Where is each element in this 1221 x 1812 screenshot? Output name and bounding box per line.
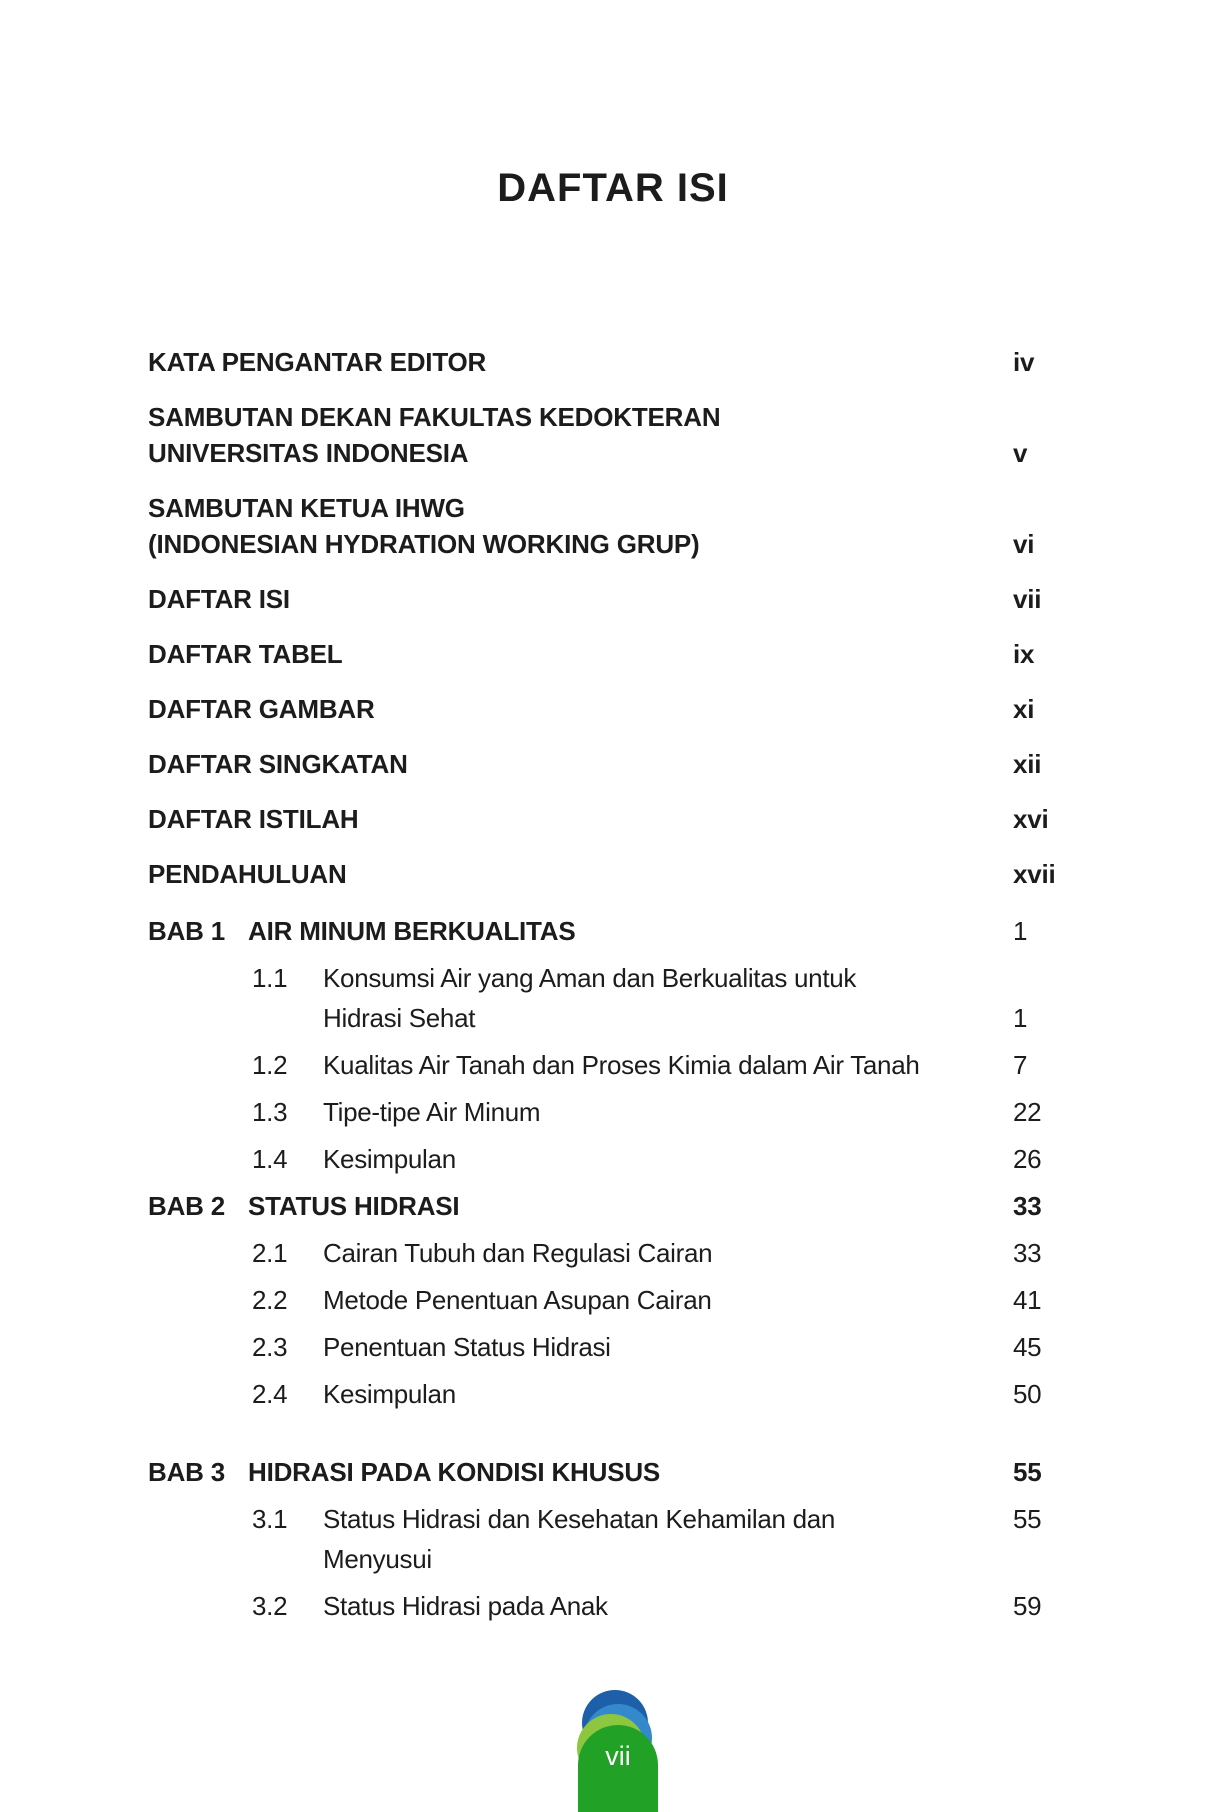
page-number: ix xyxy=(1013,639,1035,669)
section-number: 1.3 xyxy=(252,1097,288,1127)
chapter-label: BAB 3 xyxy=(148,1457,226,1487)
section-line xyxy=(323,1233,1108,1273)
section-number: 3.2 xyxy=(252,1591,288,1621)
page-number: 1 xyxy=(1013,916,1028,946)
page-number: 1 xyxy=(1013,1003,1028,1033)
section-title: Kesimpulan xyxy=(323,1379,456,1409)
section-title: Penentuan Status Hidrasi xyxy=(323,1332,611,1362)
section-title: Konsumsi Air yang Aman dan Berkualitas untuk xyxy=(323,963,857,993)
toc-entry-line xyxy=(148,801,1108,837)
page-number: xi xyxy=(1013,694,1035,724)
toc-entry-label: SAMBUTAN DEKAN FAKULTAS KEDOKTERAN xyxy=(148,402,721,432)
toc-entry-line xyxy=(148,526,1108,562)
section-lines xyxy=(323,1233,1108,1273)
section-lines xyxy=(323,1499,1108,1579)
chapter-heading xyxy=(148,911,1108,951)
section-entry xyxy=(148,1092,1108,1132)
section-line xyxy=(323,1499,1108,1539)
page-number: 41 xyxy=(1013,1285,1042,1315)
page-number: 33 xyxy=(1013,1191,1042,1221)
chapter-title: STATUS HIDRASI xyxy=(248,1191,460,1221)
footer-page-number: vii xyxy=(605,1741,631,1771)
toc-entry-line xyxy=(148,691,1108,727)
toc-entry-label: DAFTAR ISTILAH xyxy=(148,804,359,834)
toc-entry xyxy=(148,399,1108,471)
section-title: Hidrasi Sehat xyxy=(323,1003,476,1033)
section-number: 2.4 xyxy=(252,1379,288,1409)
toc-entry-label: DAFTAR TABEL xyxy=(148,639,343,669)
toc-entry xyxy=(148,856,1108,892)
toc-entry-line xyxy=(148,856,1108,892)
chapter-list xyxy=(148,911,1108,1626)
section-line xyxy=(323,1045,1108,1085)
section-title: Status Hidrasi pada Anak xyxy=(323,1591,608,1621)
chapter-label: BAB 2 xyxy=(148,1191,226,1221)
page-number: 55 xyxy=(1013,1457,1042,1487)
section-entry xyxy=(148,1280,1108,1320)
section-lines xyxy=(323,1139,1108,1179)
section-line xyxy=(323,998,1108,1038)
page-number: vi xyxy=(1013,529,1035,559)
section-entry xyxy=(148,1327,1108,1367)
section-entry xyxy=(148,958,1108,1038)
chapter-heading xyxy=(148,1186,1108,1226)
section-title: Kualitas Air Tanah dan Proses Kimia dalam Air Tanah xyxy=(323,1050,920,1080)
toc-entry-label: DAFTAR ISI xyxy=(148,584,290,614)
toc-entry xyxy=(148,581,1108,617)
toc-entry xyxy=(148,801,1108,837)
page-number: xvii xyxy=(1013,859,1056,889)
toc-entry-label: PENDAHULUAN xyxy=(148,859,347,889)
section-entry xyxy=(148,1233,1108,1273)
toc-entry-line xyxy=(148,581,1108,617)
page-number: 59 xyxy=(1013,1591,1042,1621)
toc-entry-line xyxy=(148,490,1108,526)
section-title: Kesimpulan xyxy=(323,1144,456,1174)
section-entry xyxy=(148,1045,1108,1085)
section-line xyxy=(323,1374,1108,1414)
section-lines xyxy=(323,1045,1108,1085)
section-entry xyxy=(148,1374,1108,1414)
page-number: 50 xyxy=(1013,1379,1042,1409)
page-number: v xyxy=(1013,438,1028,468)
page-number: xii xyxy=(1013,749,1042,779)
section-number: 2.2 xyxy=(252,1285,288,1315)
section-line xyxy=(323,958,1108,998)
toc-entry-line xyxy=(148,344,1108,380)
section-lines xyxy=(323,1280,1108,1320)
section-title: Metode Penentuan Asupan Cairan xyxy=(323,1285,712,1315)
section-lines xyxy=(323,1327,1108,1367)
toc-entry-line xyxy=(148,399,1108,435)
section-line xyxy=(323,1280,1108,1320)
page-number: iv xyxy=(1013,347,1035,377)
toc-entry-label: SAMBUTAN KETUA IHWG xyxy=(148,493,465,523)
section-number: 1.4 xyxy=(252,1144,288,1174)
section-number: 2.1 xyxy=(252,1238,288,1268)
section-line xyxy=(323,1327,1108,1367)
section-number: 3.1 xyxy=(252,1504,288,1534)
page-number: 55 xyxy=(1013,1504,1042,1534)
section-title: Menyusui xyxy=(323,1544,432,1574)
toc-entry xyxy=(148,490,1108,562)
page-number: 26 xyxy=(1013,1144,1042,1174)
section-number: 2.3 xyxy=(252,1332,288,1362)
page-number: xvi xyxy=(1013,804,1049,834)
chapter-title: AIR MINUM BERKUALITAS xyxy=(248,916,576,946)
section-title: Tipe-tipe Air Minum xyxy=(323,1097,541,1127)
page-number: 45 xyxy=(1013,1332,1042,1362)
toc-entry-line xyxy=(148,746,1108,782)
section-line xyxy=(323,1586,1108,1626)
toc-entry-line xyxy=(148,636,1108,672)
section-lines xyxy=(323,1586,1108,1626)
page-number: vii xyxy=(1013,584,1042,614)
toc-entry xyxy=(148,344,1108,380)
front-matter-list xyxy=(148,344,1108,892)
section-title: Status Hidrasi dan Kesehatan Kehamilan dan xyxy=(323,1504,836,1534)
toc-entry xyxy=(148,746,1108,782)
section-line xyxy=(323,1092,1108,1132)
chapter-heading xyxy=(148,1452,1108,1492)
section-title: Cairan Tubuh dan Regulasi Cairan xyxy=(323,1238,713,1268)
section-lines xyxy=(323,1374,1108,1414)
chapter-title: HIDRASI PADA KONDISI KHUSUS xyxy=(248,1457,661,1487)
page-number: 33 xyxy=(1013,1238,1042,1268)
section-lines xyxy=(323,1092,1108,1132)
page-number: 7 xyxy=(1013,1050,1028,1080)
section-number: 1.2 xyxy=(252,1050,288,1080)
toc-entry xyxy=(148,636,1108,672)
toc-entry-line xyxy=(148,435,1108,471)
section-lines xyxy=(323,958,1108,1038)
toc-entry-label: DAFTAR SINGKATAN xyxy=(148,749,408,779)
footer-ornament xyxy=(576,1688,662,1812)
section-entry xyxy=(148,1586,1108,1626)
toc-entry-label: UNIVERSITAS INDONESIA xyxy=(148,438,469,468)
chapter-label: BAB 1 xyxy=(148,916,226,946)
toc-entry-label: (INDONESIAN HYDRATION WORKING GRUP) xyxy=(148,529,700,559)
section-line xyxy=(323,1139,1108,1179)
ornament-green-pill xyxy=(578,1725,658,1812)
toc-list xyxy=(148,344,1108,1626)
content-column xyxy=(148,0,1108,1633)
toc-entry xyxy=(148,691,1108,727)
section-line xyxy=(323,1539,1108,1579)
toc-entry-label: DAFTAR GAMBAR xyxy=(148,694,375,724)
section-entry xyxy=(148,1499,1108,1579)
section-number: 1.1 xyxy=(252,963,288,993)
page-number: 22 xyxy=(1013,1097,1042,1127)
toc-entry-label: KATA PENGANTAR EDITOR xyxy=(148,347,487,377)
page-title: DAFTAR ISI xyxy=(497,166,729,210)
section-entry xyxy=(148,1139,1108,1179)
